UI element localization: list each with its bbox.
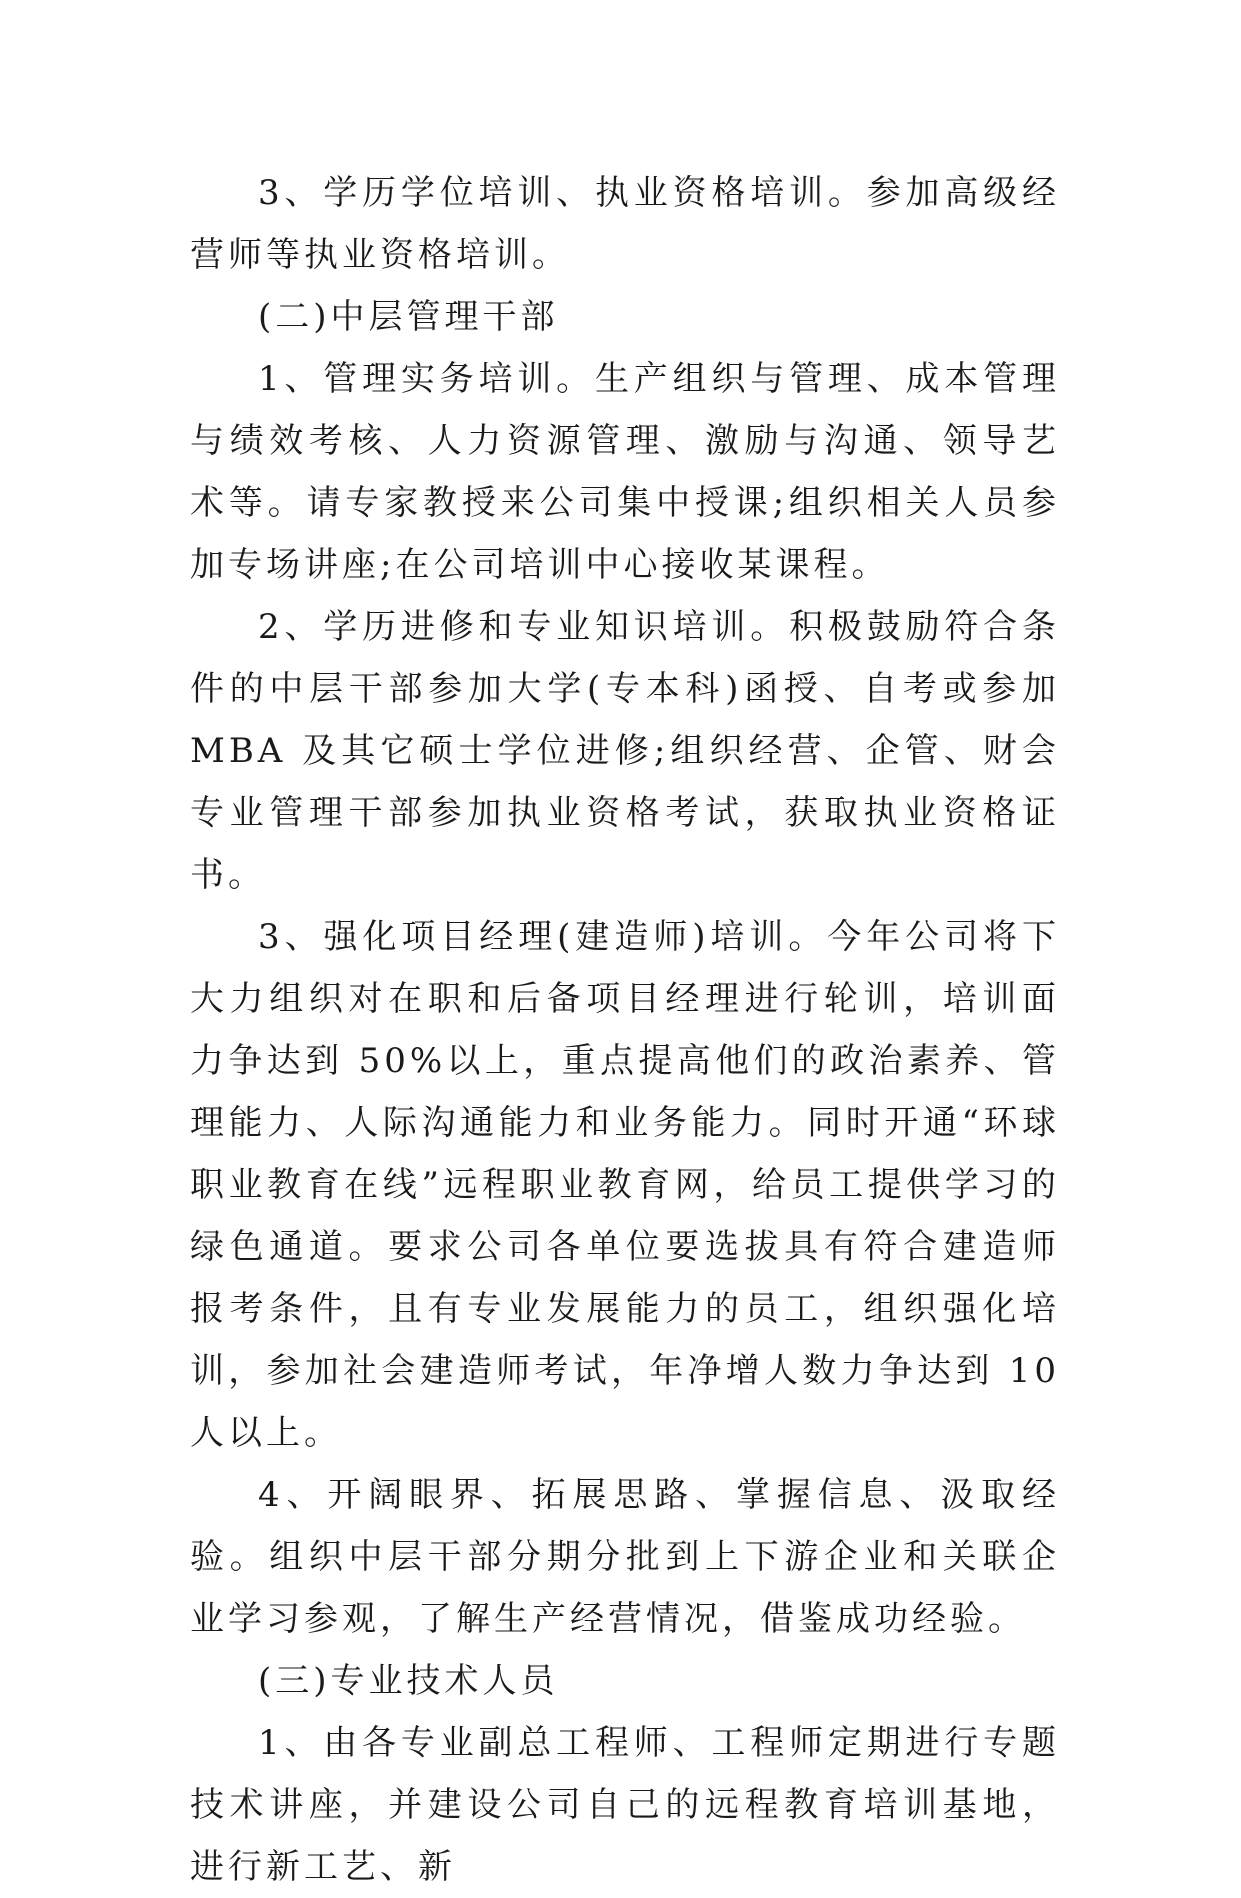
- section-heading-middle-management: (二)中层管理干部: [258, 297, 559, 337]
- section-heading-technical-staff: (三)专业技术人员: [258, 1661, 559, 1701]
- paragraph-technical-lectures: 1、由各专业副总工程师、工程师定期进行专题技术讲座，并建设公司自己的远程教育培训基地，进行新工艺、新: [190, 1723, 1060, 1887]
- paragraph-broaden-horizons: 4、开阔眼界、拓展思路、掌握信息、汲取经验。组织中层干部分期分批到上下游企业和关联企业学习参观，了解生产经营情况，借鉴成功经验。: [190, 1475, 1060, 1639]
- paragraph-education-advancement: 2、学历进修和专业知识培训。积极鼓励符合条件的中层干部参加大学(专本科)函授、自考或参加 MBA 及其它硕士学位进修;组织经营、企管、财会专业管理干部参加执业资格考试，获取执业资格证书。: [190, 607, 1060, 895]
- paragraph-management-practice: 1、管理实务培训。生产组织与管理、成本管理与绩效考核、人力资源管理、激励与沟通、领导艺术等。请专家教授来公司集中授课;组织相关人员参加专场讲座;在公司培训中心接收某课程。: [190, 359, 1060, 585]
- document-body: [190, 162, 1060, 1898]
- paragraph-project-manager-training: 3、强化项目经理(建造师)培训。今年公司将下大力组织对在职和后备项目经理进行轮训，培训面力争达到 50%以上，重点提高他们的政治素养、管理能力、人际沟通能力和业务能力。同时开通“环球职业教育在线”远程职业教育网，给员工提供学习的绿色通道。要求公司各单位要选拔具有符合建造师报考条件，且有专业发展能力的员工，组织强化培训，参加社会建造师考试，年净增人数力争达到 10 人以上。: [190, 917, 1060, 1453]
- paragraph-academic-training: 3、学历学位培训、执业资格培训。参加高级经营师等执业资格培训。: [190, 173, 1060, 275]
